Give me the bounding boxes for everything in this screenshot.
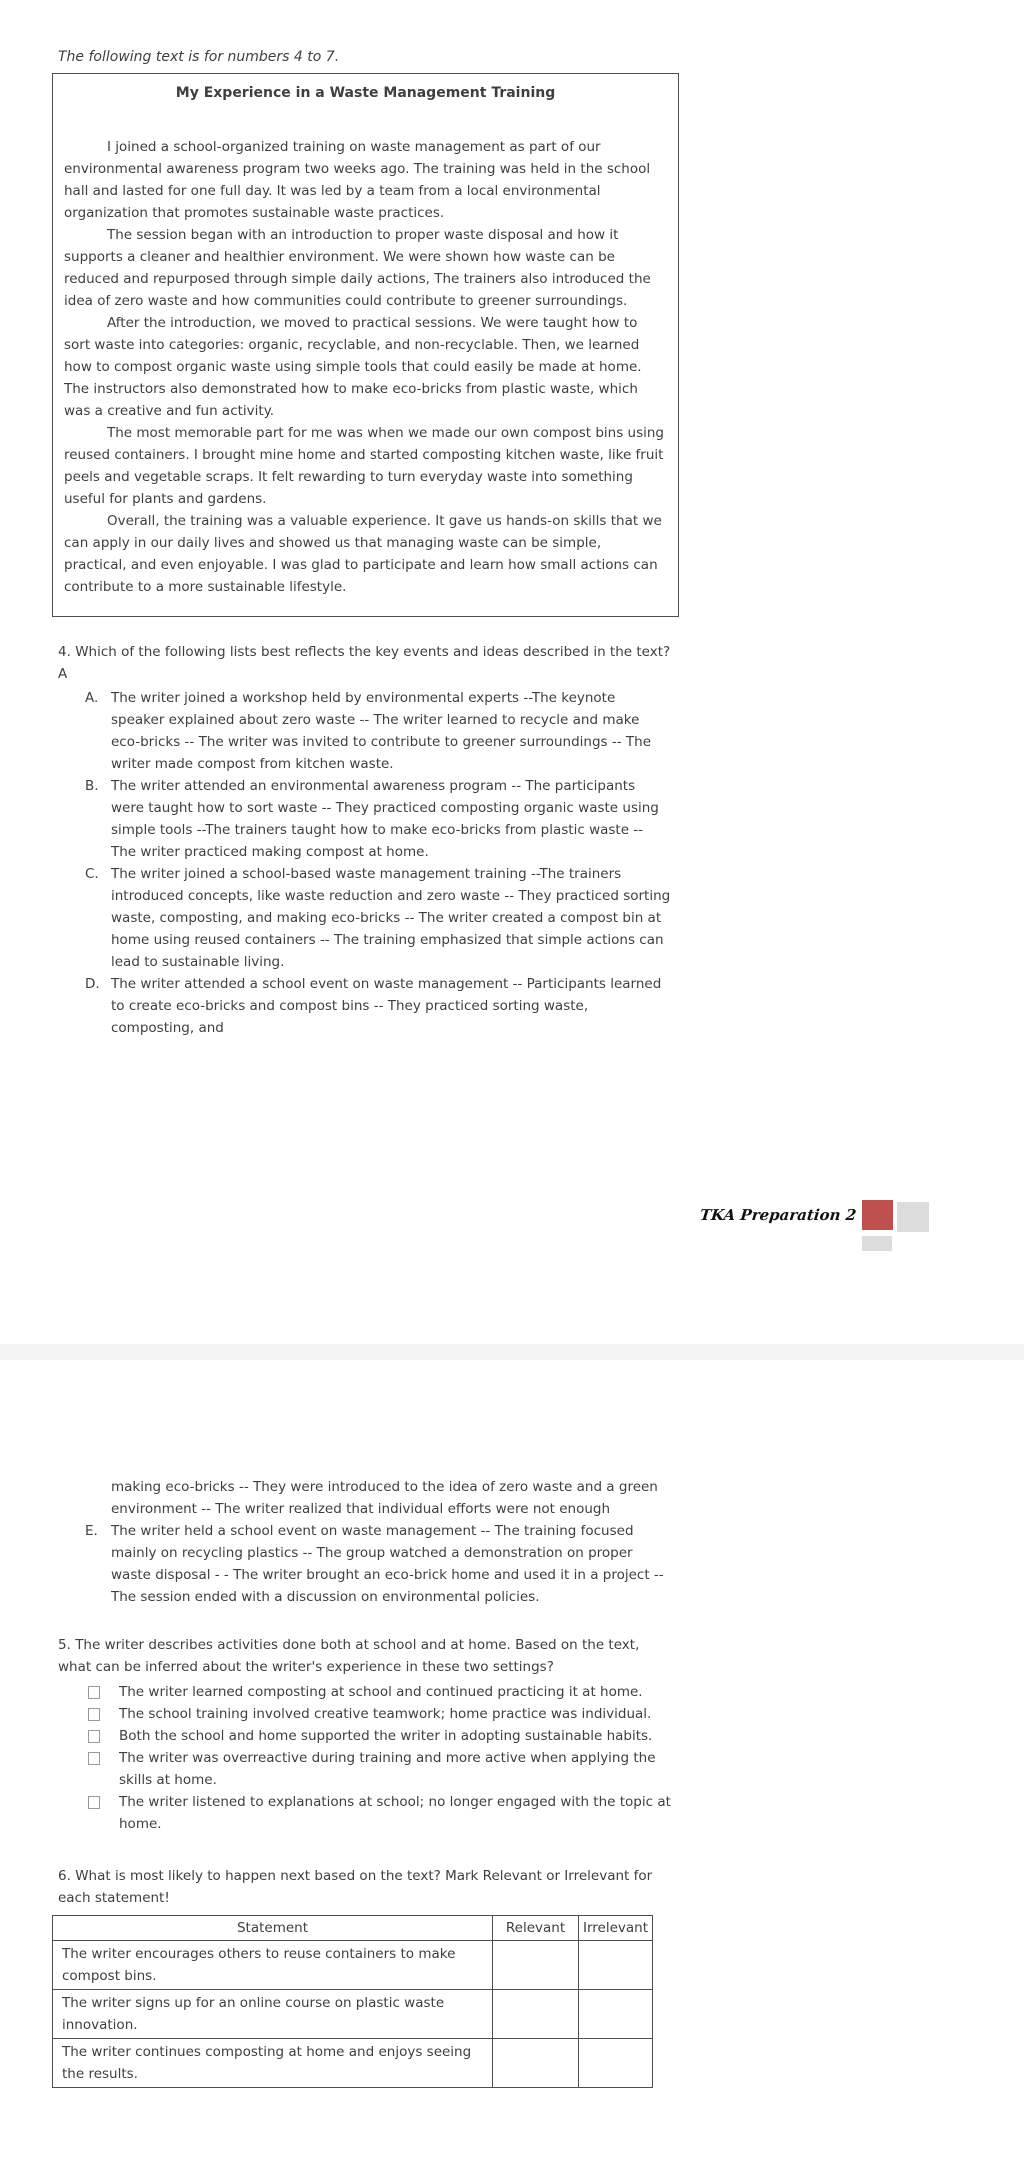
checkbox-icon[interactable] [88, 1796, 100, 1809]
option-text: The school training involved creative teamwork; home practice was individual. [119, 1706, 652, 1722]
page-footer [0, 1196, 1024, 1266]
relevance-table [52, 1915, 653, 2088]
option-text: The writer was overreactive during training and more active when applying the skills at home. [119, 1750, 656, 1788]
passage-paragraph-4: The most memorable part for me was when we made our own compost bins using reused containers. I brought mine home and started composting kitchen waste, like fruit peels and vegetable scraps. It felt rewarding to turn everyday waste into something useful for plants and gardens. [64, 425, 664, 507]
option-text: The writer learned composting at school and continued practicing it at home. [119, 1684, 643, 1700]
option-text: The writer joined a workshop held by environmental experts --The keynote speaker explained about zero waste -- The writer learned to recycle and make eco-bricks -- The writer was invited to contribute to greener surroundings -- The writer made compost from kitchen waste. [111, 690, 652, 772]
checkbox-icon[interactable] [88, 1686, 100, 1699]
irrelevant-cell[interactable] [579, 1941, 653, 1990]
question-4-option-b [85, 775, 672, 863]
brand-logo [862, 1200, 930, 1252]
question-5-label [58, 1634, 672, 1678]
relevant-cell[interactable] [493, 1941, 579, 1990]
question-4-option-d [85, 973, 672, 1039]
question-number: 6. [58, 1868, 71, 1884]
irrelevant-cell[interactable] [579, 2039, 653, 2088]
question-4-option-d-continuation: making eco-bricks -- They were introduced to the idea of zero waste and a green environment -- The writer realized that individual efforts were not enough [111, 1479, 658, 1517]
question-5-option-2 [88, 1703, 672, 1725]
option-letter: E. [85, 1523, 98, 1539]
question-text: What is most likely to happen next based on the text? Mark Relevant or Irrelevant for each statement! [58, 1868, 653, 1906]
statement-cell: The writer continues composting at home and enjoys seeing the results. [53, 2039, 493, 2088]
checkbox-icon[interactable] [88, 1708, 100, 1721]
irrelevant-cell[interactable] [579, 1990, 653, 2039]
passage-box [52, 73, 679, 617]
table-row [53, 1941, 653, 1990]
statement-cell: The writer signs up for an online course on plastic waste innovation. [53, 1990, 493, 2039]
logo-gray-square-right [897, 1202, 929, 1232]
option-text: Both the school and home supported the writer in adopting sustainable habits. [119, 1728, 653, 1744]
question-4-option-a [85, 687, 672, 775]
option-text: The writer attended a school event on waste management -- Participants learned to create eco-bricks and compost bins -- They practiced sorting waste, composting, and [111, 976, 662, 1036]
question-4-option-c [85, 863, 672, 973]
question-number: 4. [58, 644, 71, 660]
passage-paragraph-1: I joined a school-organized training on waste management as part of our environmental awareness program two weeks ago. The training was held in the school hall and lasted for one full day. It was led by a team from a local environmental organization that promotes sustainable waste practices. [64, 139, 651, 221]
question-5-option-4 [88, 1747, 672, 1791]
passage-paragraph-3: After the introduction, we moved to practical sessions. We were taught how to sort waste into categories: organic, recyclable, and non-recyclable. Then, we learned how to compost organic waste using simple tools that could easily be made at home. The instructors also demonstrated how to make eco-bricks from plastic waste, which was a creative and fun activity. [64, 315, 642, 419]
question-4-label [58, 641, 672, 685]
question-6 [58, 1865, 672, 2088]
document-page-2 [0, 1360, 1024, 2181]
question-5-option-3 [88, 1725, 672, 1747]
question-5-option-1 [88, 1681, 672, 1703]
option-text: The writer joined a school-based waste management training --The trainers introduced concepts, like waste reduction and zero waste -- They practiced sorting waste, composting, and making eco-bricks -- The writer created a compost bin at home using reused containers -- The training emphasized that simple actions can lead to sustainable living. [111, 866, 671, 970]
relevant-cell[interactable] [493, 1990, 579, 2039]
brand-text: TKA Preparation 2 [699, 1206, 858, 1224]
option-text: The writer attended an environmental awareness program -- The participants were taught how to sort waste -- They practiced composting organic waste using simple tools --The trainers taught how to make eco-bricks from plastic waste -- The writer practiced making compost at home. [111, 778, 659, 860]
checkbox-icon[interactable] [88, 1730, 100, 1743]
option-letter: A. [85, 690, 99, 706]
question-number: 5. [58, 1637, 71, 1653]
logo-red-square [862, 1200, 893, 1230]
option-text: The writer held a school event on waste management -- The training focused mainly on recycling plastics -- The group watched a demonstration on proper waste disposal - - The writer brought an eco-brick home and used it in a project -- The session ended with a discussion on environmental policies. [111, 1523, 664, 1605]
passage-intro-note: The following text is for numbers 4 to 7. [58, 49, 340, 65]
logo-gray-square-bottom [862, 1236, 892, 1251]
question-6-label [58, 1865, 672, 1909]
statement-cell: The writer encourages others to reuse containers to make compost bins. [53, 1941, 493, 1990]
table-row [53, 1990, 653, 2039]
question-5-option-5 [88, 1791, 672, 1835]
relevant-cell[interactable] [493, 2039, 579, 2088]
option-letter: B. [85, 778, 99, 794]
checkbox-icon[interactable] [88, 1752, 100, 1765]
question-text: The writer describes activities done both at school and at home. Based on the text, what can be inferred about the writer's experience in these two settings? [58, 1637, 640, 1675]
question-4 [58, 641, 672, 1039]
question-4-option-e [85, 1520, 673, 1608]
option-letter: C. [85, 866, 99, 882]
relevant-column-header: Relevant [493, 1916, 579, 1941]
option-text: The writer listened to explanations at school; no longer engaged with the topic at home. [119, 1794, 671, 1832]
passage-paragraph-5: Overall, the training was a valuable experience. It gave us hands-on skills that we can apply in our daily lives and showed us that managing waste can be simple, practical, and even enjoyable. I was glad to participate and learn how small actions can contribute to a more sustainable lifestyle. [64, 513, 662, 595]
question-text: Which of the following lists best reflects the key events and ideas described in the text? A [58, 644, 671, 682]
table-header-row [53, 1916, 653, 1941]
passage-paragraph-2: The session began with an introduction to proper waste disposal and how it supports a cleaner and healthier environment. We were shown how waste can be reduced and repurposed through simple daily actions, The trainers also introduced the idea of zero waste and how communities could contribute to greener surroundings. [64, 227, 651, 309]
irrelevant-column-header: Irrelevant [579, 1916, 653, 1941]
option-letter: D. [85, 976, 100, 992]
statement-column-header: Statement [53, 1916, 493, 1941]
page-separator [0, 1344, 1024, 1360]
question-5-options [58, 1681, 672, 1835]
question-5 [58, 1634, 672, 1835]
passage-title: My Experience in a Waste Management Training [175, 85, 556, 101]
table-row [53, 2039, 653, 2088]
question-4-options [58, 687, 672, 1039]
